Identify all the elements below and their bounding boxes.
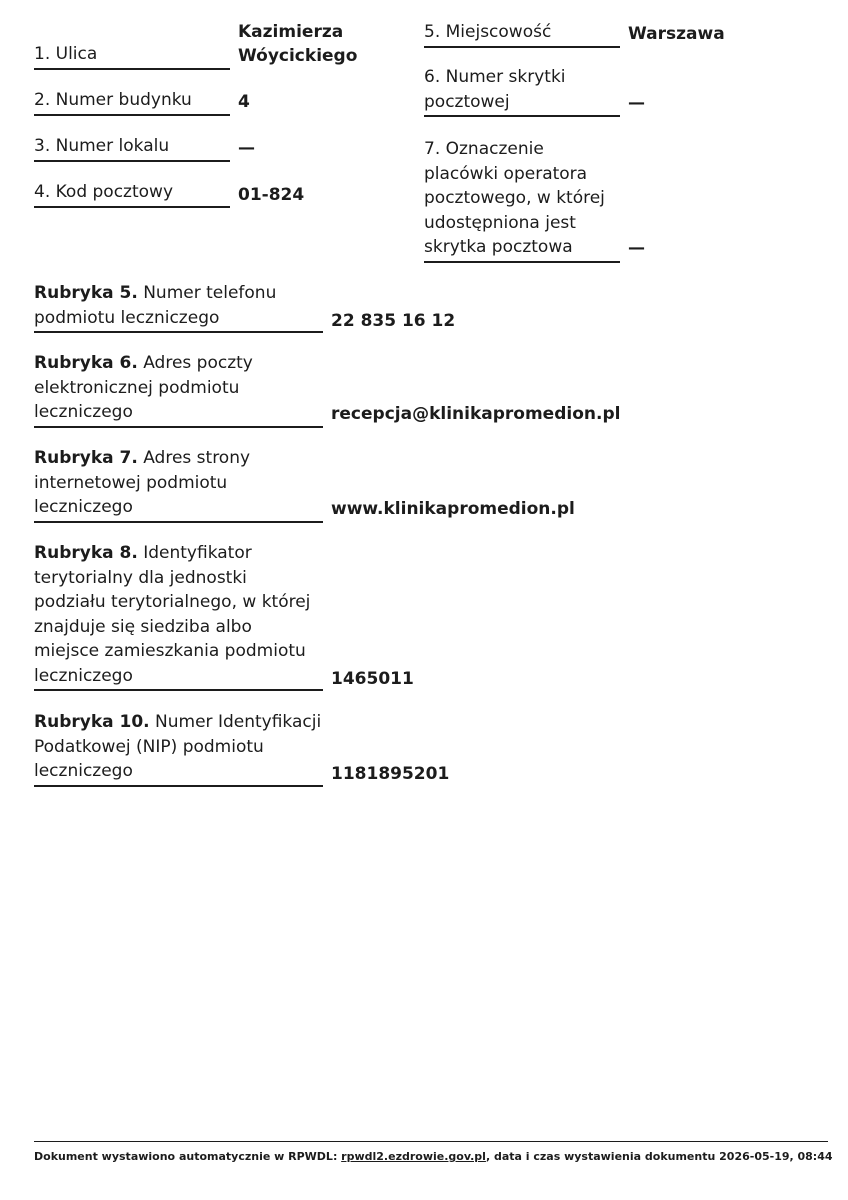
po-office-value: —	[628, 238, 645, 258]
building-number-value: 4	[238, 92, 250, 112]
po-office-label: 7. Oznaczenie placówki operatora pocztowego, w której udostępniona jest skrytka pocztowa	[424, 137, 620, 263]
rubryka-10-prefix: Rubryka 10.	[34, 712, 150, 732]
email-value: recepcja@klinikapromedion.pl	[331, 404, 621, 424]
rubryka-8-prefix: Rubryka 8.	[34, 543, 138, 563]
postal-code-label: 4. Kod pocztowy	[34, 180, 230, 208]
postal-code-value: 01-824	[238, 185, 305, 205]
street-value: Kazimierza Wóycickiego	[238, 22, 358, 66]
rubryka-5-text: Numer telefonu podmiotu leczniczego	[34, 283, 277, 328]
footer-suffix: , data i czas wystawienia dokumentu 2026-05-19, 08:44	[485, 1150, 833, 1163]
rubryka-5-prefix: Rubryka 5.	[34, 283, 138, 303]
rubryka-8-label	[34, 541, 323, 691]
city-value: Warszawa	[628, 24, 725, 44]
unit-number-value: —	[238, 138, 255, 158]
footer-prefix: Dokument wystawiono automatycznie w RPWDL:	[34, 1150, 342, 1163]
street-label: 1. Ulica	[34, 42, 230, 70]
city-label: 5. Miejscowość	[424, 20, 620, 48]
rpwdl-link[interactable]: rpwdl2.ezdrowie.gov.pl	[341, 1150, 486, 1163]
rubryka-7-text: Adres strony internetowej podmiotu leczniczego	[34, 448, 251, 517]
rubryka-10-text: Numer Identyfikacji Podatkowej (NIP) podmiotu leczniczego	[34, 712, 322, 781]
nip-value: 1181895201	[331, 764, 450, 784]
unit-number-label: 3. Numer lokalu	[34, 134, 230, 162]
phone-value: 22 835 16 12	[331, 311, 456, 331]
rubryka-7-prefix: Rubryka 7.	[34, 448, 138, 468]
footer-divider	[34, 1141, 828, 1142]
rubryka-6-label	[34, 351, 323, 428]
rubryka-8-text: Identyfikator terytorialny dla jednostki podziału terytorialnego, w której znajduje się siedziba albo miejsce zamieszkania podmiotu leczniczego	[34, 543, 311, 686]
rubryka-5-label	[34, 281, 323, 333]
rubryka-7-label	[34, 446, 323, 523]
po-box-number-value: —	[628, 93, 645, 113]
building-number-label: 2. Numer budynku	[34, 88, 230, 116]
footer	[34, 1150, 834, 1164]
rubryka-10-label	[34, 710, 323, 787]
rubryka-6-text: Adres poczty elektronicznej podmiotu leczniczego	[34, 353, 253, 422]
rubryka-6-prefix: Rubryka 6.	[34, 353, 138, 373]
territorial-id-value: 1465011	[331, 669, 414, 689]
website-value: www.klinikapromedion.pl	[331, 499, 575, 519]
po-box-number-label: 6. Numer skrytki pocztowej	[424, 65, 620, 117]
